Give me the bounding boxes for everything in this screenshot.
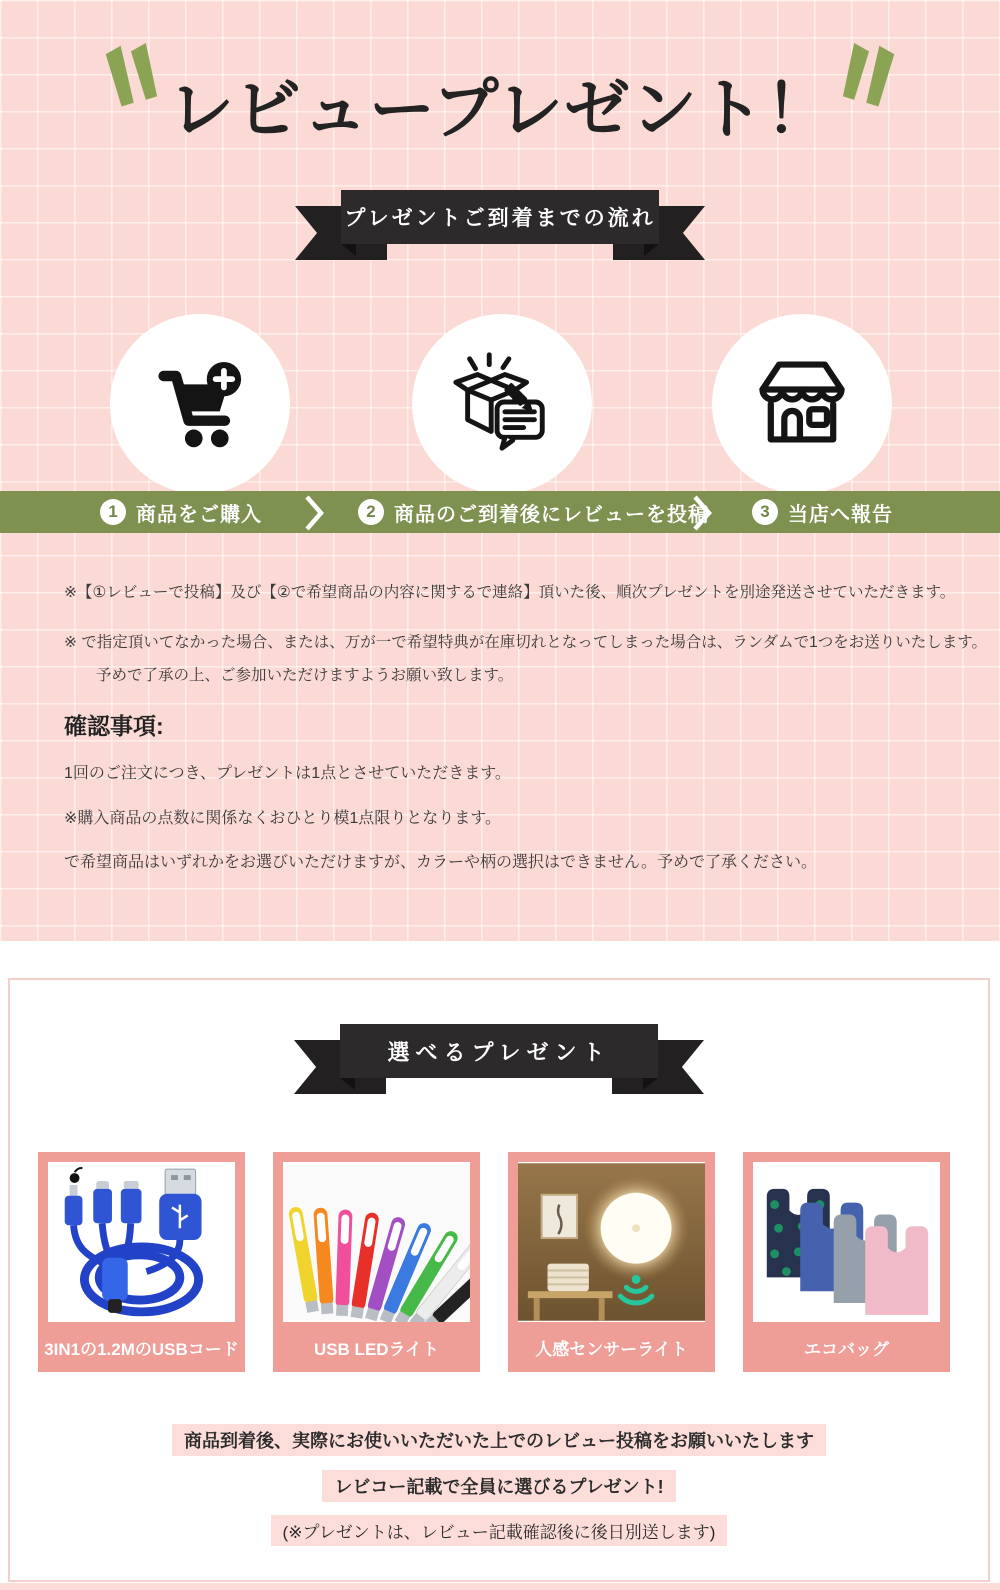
cart-plus-icon [146, 350, 254, 459]
page-title: レビュープレゼント！ [167, 72, 833, 146]
step-1-label: 商品をご購入 [136, 503, 262, 526]
present-label: USB LEDライト [313, 1339, 440, 1359]
presents-ribbon-label: 選べるプレゼント [387, 1039, 611, 1065]
step-2-number: 2 [358, 499, 384, 525]
present-label: 人感センサーライト [535, 1339, 688, 1359]
flow-ribbon [295, 190, 705, 266]
present-card-usb-cable [38, 1152, 245, 1372]
step1-icon-circle [110, 314, 290, 494]
bottom-strip [0, 1583, 1000, 1590]
note-line-3: 予めで了承の上、ご参加いただけますようお願い致します。 [96, 667, 514, 684]
storefront-icon [748, 350, 856, 459]
emphasis-quote-left-icon [102, 42, 158, 128]
step-2 [358, 491, 709, 533]
footer-line-1: 商品到着後、実際にお使いいただいた上でのレビュー投稿をお願いいたします [10, 1424, 988, 1456]
steps-banner [0, 491, 1000, 533]
eco-bags-image [753, 1162, 940, 1322]
step3-icon-circle [712, 314, 892, 494]
present-card-eco-bag [743, 1152, 950, 1372]
chevron-right-icon [305, 495, 325, 529]
step-3-number: 3 [752, 499, 778, 525]
ribbon-band [340, 1024, 658, 1078]
confirmation-item-2: ※購入商品の点数に関係なくおひとり模1点限りとなります。 [64, 810, 502, 827]
step-1-number: 1 [100, 499, 126, 525]
step-2-label: 商品のご到着後にレビューを投稿 [394, 503, 709, 526]
step-1 [100, 491, 262, 533]
present-label: エコバッグ [804, 1339, 889, 1359]
ribbon-band [341, 190, 659, 244]
present-card-usb-led-light [273, 1152, 480, 1372]
confirmation-item-3: で希望商品はいずれかをお選びいただけますが、カラーや柄の選択はできません。予めで了承ください。 [64, 854, 817, 871]
flow-ribbon-label: プレゼントご到着までの流れ [344, 207, 656, 230]
chevron-right-icon [693, 495, 713, 529]
footer-line-3: (※プレゼントは、レビュー記載確認後に後日別送します) [10, 1515, 988, 1546]
confirmation-heading: 確認事項: [64, 713, 164, 739]
note-line-2: ※ で指定頂いてなかった場合、または、万が一で希望特典が在庫切れとなってしまった場合は、ランダムで1つをお送りいたします。 [64, 634, 988, 651]
step2-icon-circle [412, 314, 592, 494]
presents-section [8, 978, 990, 1582]
note-line-1: ※【①レビューで投稿】及び【②で希望商品の内容に関するで連絡】頂いた後、順次プレゼントを別途発送させていただきます。 [64, 584, 956, 601]
confirmation-item-1: 1回のご注文につき、プレゼントは1点とさせていただきます。 [64, 765, 511, 782]
step-3 [752, 491, 893, 533]
usb-3in1-cable-image [48, 1162, 235, 1322]
presents-ribbon [294, 1024, 704, 1100]
step-3-label: 当店へ報告 [788, 503, 893, 526]
footer-line-2: レビコー記載で全員に選びるプレゼント! [10, 1470, 988, 1502]
present-label: 3IN1の1.2MのUSBコード [44, 1339, 239, 1359]
open-box-review-icon [448, 350, 556, 459]
title-row [0, 42, 1000, 151]
usb-led-lights-image [283, 1162, 470, 1322]
emphasis-quote-right-icon [842, 42, 898, 128]
present-card-motion-sensor-light [508, 1152, 715, 1372]
motion-sensor-light-image [518, 1162, 705, 1322]
